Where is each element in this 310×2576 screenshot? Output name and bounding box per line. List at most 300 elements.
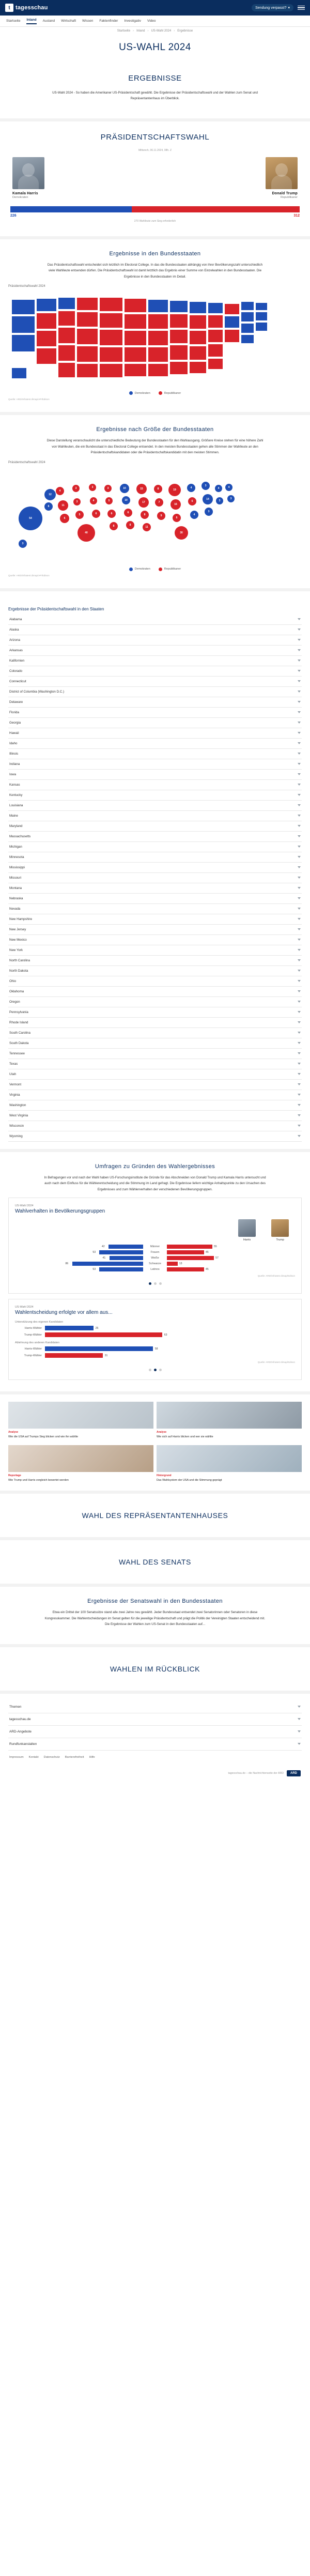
electoral-bar-dem <box>10 206 132 212</box>
senate-title: Ergebnisse der Senatswahl in den Bundesstaaten <box>87 1598 223 1605</box>
chart1-value-trump: 45 <box>205 1251 209 1254</box>
footer-row[interactable] <box>8 1738 302 1751</box>
state-name: Nebraska <box>9 896 23 900</box>
chart1-row <box>15 1245 295 1249</box>
footer-link[interactable]: Impressum <box>9 1755 24 1759</box>
chevron-down-icon[interactable] <box>298 773 301 775</box>
chevron-down-icon[interactable] <box>298 784 301 786</box>
state-name: Mississippi <box>9 865 25 869</box>
state-row[interactable] <box>8 666 302 677</box>
state-row[interactable] <box>8 894 302 904</box>
state-row[interactable] <box>8 1131 302 1142</box>
legend-label-dem: Demokraten <box>134 391 150 395</box>
carousel-dot-1[interactable] <box>149 1282 151 1285</box>
chevron-down-icon[interactable] <box>298 1125 301 1127</box>
state-row[interactable] <box>8 904 302 914</box>
footer-note: tagesschau.de – die Nachrichtenseite der ARD <box>228 1771 284 1775</box>
state-name: Louisiana <box>9 803 23 807</box>
state-row[interactable] <box>8 697 302 708</box>
state-row[interactable] <box>8 677 302 687</box>
state-row[interactable] <box>8 646 302 656</box>
chart2-carousel[interactable] <box>15 1369 295 1371</box>
state-row[interactable] <box>8 1018 302 1028</box>
footer-row[interactable] <box>8 1713 302 1726</box>
chart-demographics <box>8 1198 302 1294</box>
state-row[interactable] <box>8 728 302 739</box>
chart1-title: Wahlverhalten in Bevölkerungsgruppen <box>15 1208 105 1215</box>
state-name: District of Columbia (Washington D.C.) <box>9 689 65 694</box>
breadcrumb-separator: › <box>133 29 134 33</box>
state-name: Montana <box>9 886 22 890</box>
carousel-dot-2[interactable] <box>154 1369 157 1371</box>
footer-accordion <box>8 1701 302 1751</box>
chart1-bar-harris <box>99 1250 143 1254</box>
chevron-down-icon[interactable] <box>298 618 301 620</box>
chart1-row <box>15 1256 295 1260</box>
chart2-rows <box>15 1321 295 1358</box>
presidential-subheading: Mittwoch, 06.11.2024, 08h. Z <box>138 148 172 152</box>
state-name: Wisconsin <box>9 1124 24 1128</box>
house-section-banner[interactable]: WAHL DES REPRÄSENTANTENHAUSES <box>0 1494 310 1537</box>
chevron-down-icon[interactable] <box>298 660 301 662</box>
chevron-down-icon[interactable] <box>298 804 301 806</box>
state-row[interactable] <box>8 615 302 625</box>
chart2-row-label: Harris-Wähler <box>24 1347 42 1351</box>
footer-row[interactable] <box>8 1726 302 1738</box>
chevron-down-icon[interactable] <box>298 649 301 651</box>
map-bubbles-card <box>0 415 310 588</box>
electoral-votes-trump: 312 <box>293 213 300 218</box>
state-row[interactable] <box>8 925 302 935</box>
state-row[interactable] <box>8 1028 302 1038</box>
series-name-trump: Trump <box>276 1238 284 1242</box>
state-row[interactable] <box>8 718 302 728</box>
state-row[interactable] <box>8 687 302 697</box>
chevron-down-icon[interactable] <box>298 1021 301 1023</box>
chevron-down-icon[interactable] <box>298 1114 301 1116</box>
state-name: Idaho <box>9 741 18 745</box>
chevron-down-icon[interactable] <box>298 939 301 941</box>
state-name: Arizona <box>9 638 20 642</box>
state-name: North Carolina <box>9 958 30 962</box>
teaser-card[interactable] <box>157 1402 302 1439</box>
main-nav <box>0 16 310 27</box>
state-name: Vermont <box>9 1082 22 1086</box>
chevron-down-icon[interactable] <box>298 691 301 693</box>
state-row[interactable] <box>8 852 302 863</box>
state-name: Maine <box>9 814 18 818</box>
chart2-row-label: Trump-Wähler <box>24 1333 42 1337</box>
chart1-kicker: US-Wahl 2024 <box>15 1204 34 1208</box>
teaser-image-4 <box>157 1445 302 1472</box>
state-row[interactable] <box>8 1049 302 1059</box>
chart2-row <box>15 1332 295 1337</box>
state-name: Illinois <box>9 752 19 756</box>
state-name: Iowa <box>9 772 17 776</box>
state-row[interactable] <box>8 935 302 945</box>
footer-link[interactable]: Datenschutz <box>43 1755 60 1759</box>
carousel-dot-2[interactable] <box>154 1282 157 1285</box>
chevron-down-icon[interactable] <box>298 763 301 765</box>
chart1-bar-trump <box>167 1245 212 1249</box>
chevron-down-icon[interactable] <box>298 670 301 672</box>
polls-card <box>0 1152 310 1391</box>
state-row[interactable] <box>8 842 302 852</box>
nav-item-faktenfinder[interactable]: Faktenfinder <box>99 19 118 23</box>
teaser-card[interactable] <box>8 1402 153 1439</box>
series-name-harris: Harris <box>243 1238 251 1242</box>
chevron-down-icon[interactable] <box>298 866 301 868</box>
state-name: Kansas <box>9 783 20 787</box>
nav-item-startseite[interactable]: Startseite <box>6 19 21 23</box>
breadcrumb-item-2[interactable]: US-Wahl 2024 <box>151 29 172 33</box>
chevron-down-icon[interactable] <box>298 794 301 796</box>
nav-item-wissen[interactable]: Wissen <box>82 19 94 23</box>
state-name: Oklahoma <box>9 989 24 993</box>
hamburger-menu-icon[interactable] <box>298 6 305 10</box>
site-logo[interactable] <box>5 4 48 12</box>
chevron-down-icon[interactable] <box>298 877 301 879</box>
trump-portrait <box>266 157 298 189</box>
state-row[interactable] <box>8 1100 302 1111</box>
state-name: South Carolina <box>9 1031 30 1035</box>
legend-label-dem: Demokraten <box>134 568 150 571</box>
legend-label-gop: Republikaner <box>164 568 181 571</box>
candidate-harris <box>12 157 138 199</box>
chart1-row <box>15 1267 295 1271</box>
presidential-card <box>0 121 310 236</box>
chevron-down-icon: ▾ <box>288 6 290 10</box>
chart1-series-header <box>15 1219 295 1241</box>
state-row[interactable] <box>8 1007 302 1018</box>
chart1-value-harris: 53 <box>92 1251 96 1254</box>
chevron-down-icon[interactable] <box>298 722 301 724</box>
harris-thumb <box>238 1219 256 1237</box>
legend-swatch-dem <box>129 568 133 571</box>
breadcrumb-item-0[interactable]: Startseite <box>117 29 131 33</box>
state-row[interactable] <box>8 1121 302 1131</box>
chevron-down-icon[interactable] <box>298 856 301 858</box>
chart2-value: 63 <box>164 1333 167 1337</box>
footer-row-label: tagesschau.de <box>9 1717 31 1721</box>
state-name: Wyoming <box>9 1134 23 1138</box>
teaser-row-1 <box>0 1394 310 1491</box>
state-name: Ohio <box>9 979 17 983</box>
chart1-category-label: Männer <box>150 1245 160 1249</box>
chart2-group-label: Ablehnung des anderen Kandidaten <box>15 1341 60 1345</box>
chart1-value-harris: 41 <box>102 1256 106 1260</box>
state-row[interactable] <box>8 1038 302 1049</box>
chevron-down-icon[interactable] <box>298 628 301 631</box>
chart1-category-label: Latinos <box>150 1268 160 1271</box>
chart2-row <box>15 1353 295 1358</box>
breadcrumb-item-3[interactable]: Ergebnisse <box>177 29 193 33</box>
state-row[interactable] <box>8 811 302 821</box>
teaser-image-1 <box>8 1402 153 1429</box>
teaser-text: Das Wahlsystem der USA und die Stimmung geprägt <box>157 1479 222 1482</box>
chart1-bar-harris <box>99 1267 143 1271</box>
chevron-down-icon[interactable] <box>298 639 301 641</box>
senate-section-banner[interactable]: WAHL DES SENATS <box>0 1540 310 1584</box>
chevron-down-icon[interactable] <box>298 1011 301 1013</box>
chevron-down-icon[interactable] <box>298 1042 301 1044</box>
chart1-bar-harris <box>72 1262 144 1266</box>
chevron-down-icon[interactable] <box>298 928 301 930</box>
chart1-value-harris: 86 <box>65 1262 69 1266</box>
state-name: Michigan <box>9 845 22 849</box>
us-bubble-map[interactable]: 54 12 6 4 11 6 3 3 5 40 3 4 6 3 5 6 8 10 10 6 8 15 17 8 11 8 7 9 19 16 6 30 4 5 4 3 14 3 4 3 4 3 3 <box>8 466 302 564</box>
state-row[interactable] <box>8 739 302 749</box>
chevron-down-icon[interactable] <box>298 835 301 837</box>
senate-text: Etwa ein Drittel der 100 Senatssitze stand alle zwei Jahre neu gewählt. Jeder Bundesstaat entsendet zwei Senatorinnen oder Senatoren in diese Kongresskammer. Die Wahlentscheidungen im Senat gelten für die jeweilige Präsidentschaft und prägt die Politik der Vereinigten Staaten entscheidend mit. Die Ergebnisse der Wahlen zum US-Senat in den Bundesstaaten auf... <box>44 1611 266 1627</box>
state-name: Texas <box>9 1062 18 1066</box>
chart2-kicker: US-Wahl 2024 <box>15 1306 34 1309</box>
state-row[interactable] <box>8 770 302 780</box>
state-row[interactable] <box>8 1111 302 1121</box>
chart2-group-label: Unterstützung des eigenen Kandidaten <box>15 1321 64 1324</box>
teaser-text: Wie Trump und Harris vergleich bewertet werden <box>8 1479 69 1482</box>
chart2-value: 31 <box>104 1354 108 1357</box>
electoral-bar-caption: 270 Wahlleute zum Sieg erforderlich <box>134 219 176 223</box>
carousel-dot-1[interactable] <box>149 1369 151 1371</box>
state-name: Florida <box>9 710 19 714</box>
state-name: Alabama <box>9 617 22 621</box>
state-row[interactable] <box>8 801 302 811</box>
chevron-down-icon[interactable] <box>298 711 301 713</box>
state-row[interactable] <box>8 749 302 759</box>
map1-text: Das Präsidentschaftswahl entscheidet sich letztlich im Electoral College. In das die Bundesstaaten abhängig von ihrer Bevölkerungszahl unterschiedlich viele Wahlleute entsenden dürfen. Die Präsidentschaftswahl ist damit letztlich das Ergebnis einer Summe von Einzelwahlen in den Bundesstaaten. Die Ergebnisse in den Bundesstaaten im Detail. <box>47 263 263 279</box>
chevron-down-icon[interactable] <box>298 1094 301 1096</box>
state-row[interactable] <box>8 625 302 635</box>
teaser-kicker: Analyse <box>8 1431 19 1434</box>
state-name: Colorado <box>9 669 23 673</box>
chart1-carousel[interactable] <box>15 1282 295 1285</box>
state-row[interactable] <box>8 708 302 718</box>
state-name: Washington <box>9 1103 26 1107</box>
legend-swatch-dem <box>129 391 133 395</box>
chevron-down-icon[interactable] <box>298 1718 301 1720</box>
state-row[interactable] <box>8 759 302 770</box>
breadcrumb-item-1[interactable]: Inland <box>136 29 145 33</box>
state-name: Rhode Island <box>9 1020 28 1024</box>
nav-item-ausland[interactable]: Ausland <box>42 19 55 23</box>
state-row[interactable] <box>8 873 302 883</box>
state-row[interactable] <box>8 945 302 956</box>
nav-item-inland[interactable]: Inland <box>26 18 36 24</box>
chart1-category-label: Weiße <box>151 1256 159 1260</box>
chevron-down-icon[interactable] <box>298 753 301 755</box>
chevron-down-icon[interactable] <box>298 1052 301 1054</box>
footer-row[interactable] <box>8 1701 302 1713</box>
state-name: Virginia <box>9 1093 20 1097</box>
breadcrumb-separator: › <box>174 29 175 33</box>
us-choropleth-map[interactable] <box>8 290 302 388</box>
chevron-down-icon[interactable] <box>298 825 301 827</box>
state-name: Alaska <box>9 627 19 632</box>
footer-link[interactable]: Barrierefreiheit <box>65 1755 84 1759</box>
chevron-down-icon[interactable] <box>298 1073 301 1075</box>
chevron-down-icon[interactable] <box>298 959 301 961</box>
legend-label-gop: Republikaner <box>164 391 181 395</box>
teaser-text: Wie die USA auf Trumps Sieg blicken und wie ihn wählte <box>8 1435 79 1439</box>
state-name: North Dakota <box>9 969 28 973</box>
map2-title: Ergebnisse nach Größe der Bundesstaaten <box>96 426 214 433</box>
chart1-bar-trump <box>167 1256 214 1260</box>
polls-intro: In Befragungen vor und nach der Wahl haben US-Forschungsinstitute die Gründe für das Abschneiden von Donald Trump und Kamala Harris untersucht und auch nach dem Einfluss für die Wählerentscheidung und die Stimmung im Land gefragt. Die Ergebnisse liefern wichtige Anhaltspunkte zu den Ursachen des Ergebnisses und zum Wählerverhalten der verschiedenen Bevölkerungsgruppen. <box>44 1175 266 1191</box>
chart2-row-label: Trump-Wähler <box>24 1354 42 1357</box>
chevron-down-icon[interactable] <box>298 970 301 972</box>
chart1-bar-trump <box>167 1262 178 1266</box>
footer-link[interactable]: Hilfe <box>89 1755 95 1759</box>
state-row[interactable] <box>8 1080 302 1090</box>
chart1-value-trump: 13 <box>179 1262 182 1266</box>
chevron-down-icon[interactable] <box>298 887 301 889</box>
retrospect-banner[interactable]: WAHLEN IM RÜCKBLICK <box>0 1647 310 1691</box>
chevron-down-icon[interactable] <box>298 980 301 982</box>
state-name: Pennsylvania <box>9 1010 28 1014</box>
state-row[interactable] <box>8 976 302 987</box>
state-name: Maryland <box>9 824 23 828</box>
nav-item-video[interactable]: Video <box>147 19 156 23</box>
state-row[interactable] <box>8 987 302 997</box>
map2-legend <box>8 568 302 571</box>
carousel-dot-3[interactable] <box>159 1369 162 1371</box>
chart2-row <box>15 1326 295 1330</box>
state-row[interactable] <box>8 656 302 666</box>
state-name: Oregon <box>9 1000 20 1004</box>
state-row[interactable] <box>8 883 302 894</box>
chart-vote-motivation <box>8 1299 302 1380</box>
chevron-down-icon[interactable] <box>298 1104 301 1106</box>
state-row[interactable] <box>8 1090 302 1100</box>
chart1-value-trump: 55 <box>213 1245 217 1249</box>
chevron-down-icon[interactable] <box>298 949 301 951</box>
map2-label: Präsidentschaftswahl 2024 <box>8 461 45 464</box>
state-row[interactable] <box>8 966 302 976</box>
chart1-category-label: Frauen <box>150 1251 160 1254</box>
map1-legend <box>8 391 302 395</box>
candidate-party: Demokraten <box>12 195 28 199</box>
state-row[interactable] <box>8 1059 302 1069</box>
footer-row-label: ARD-Angebote <box>9 1729 32 1734</box>
top-bar <box>0 0 310 16</box>
chevron-down-icon[interactable] <box>298 1032 301 1034</box>
chevron-down-icon[interactable] <box>298 908 301 910</box>
chevron-down-icon[interactable] <box>298 1083 301 1085</box>
candidate-party: Republikaner <box>281 195 298 199</box>
brand-name: tagesschau <box>16 5 48 11</box>
chevron-down-icon[interactable] <box>298 815 301 817</box>
candidate-name: Kamala Harris <box>12 191 38 195</box>
state-row[interactable] <box>8 914 302 925</box>
chevron-down-icon[interactable] <box>298 1730 301 1732</box>
chart1-value-harris: 42 <box>101 1245 105 1249</box>
presidential-heading: PRÄSIDENTSCHAFTSWAHL <box>100 132 210 142</box>
state-row[interactable] <box>8 832 302 842</box>
chevron-down-icon[interactable] <box>298 1135 301 1137</box>
electoral-vote-bar <box>10 206 300 223</box>
chart1-bar-trump <box>167 1250 204 1254</box>
chart1-bar-harris <box>109 1245 143 1249</box>
state-name: New Jersey <box>9 927 26 931</box>
ard-logo: ARD <box>287 1770 301 1776</box>
chevron-down-icon[interactable] <box>298 1706 301 1708</box>
state-row[interactable] <box>8 790 302 801</box>
status-badge[interactable] <box>252 4 293 11</box>
teaser-kicker: Analyse <box>157 1431 167 1434</box>
chart2-bar <box>45 1332 162 1337</box>
teaser-card[interactable] <box>8 1445 153 1482</box>
chart1-row <box>15 1250 295 1254</box>
chevron-down-icon[interactable] <box>298 990 301 992</box>
carousel-dot-3[interactable] <box>159 1282 162 1285</box>
chart2-bar <box>45 1346 153 1351</box>
state-row[interactable] <box>8 997 302 1007</box>
electoral-bar-gop <box>132 206 300 212</box>
map2-source: Quelle: ARD/Infratest dimap/AP/Edison <box>8 574 50 577</box>
state-name: Georgia <box>9 720 21 725</box>
state-name: New Mexico <box>9 938 27 942</box>
senate-results-card <box>0 1587 310 1644</box>
tagesschau-logo-icon: t <box>5 4 13 12</box>
chevron-down-icon[interactable] <box>298 918 301 920</box>
states-list-title: Ergebnisse der Präsidentschaftswahl in den Staaten <box>8 606 104 611</box>
state-row[interactable] <box>8 780 302 790</box>
chevron-down-icon[interactable] <box>298 742 301 744</box>
chevron-down-icon[interactable] <box>298 1743 301 1745</box>
state-name: Connecticut <box>9 679 26 683</box>
teaser-card[interactable] <box>157 1445 302 1482</box>
legend-swatch-gop <box>159 391 162 395</box>
results-intro-card <box>0 63 310 118</box>
chevron-down-icon[interactable] <box>298 897 301 899</box>
nav-item-wirtschaft[interactable]: Wirtschaft <box>61 19 76 23</box>
chevron-down-icon[interactable] <box>298 732 301 734</box>
chevron-down-icon[interactable] <box>298 701 301 703</box>
state-row[interactable] <box>8 1069 302 1080</box>
breadcrumb <box>0 27 310 37</box>
legend-swatch-gop <box>159 568 162 571</box>
chart2-title: Wahlentscheidung erfolgte vor allem aus... <box>15 1310 113 1316</box>
state-row[interactable] <box>8 956 302 966</box>
state-name: Nevada <box>9 907 21 911</box>
footer-link[interactable]: Kontakt <box>28 1755 39 1759</box>
chart1-bar-trump <box>167 1267 204 1271</box>
map-states-card <box>0 239 310 412</box>
map1-label: Präsidentschaftswahl 2024 <box>8 285 45 288</box>
chevron-down-icon[interactable] <box>298 1063 301 1065</box>
state-name: Utah <box>9 1072 17 1076</box>
candidate-trump <box>172 157 298 199</box>
chart1-bar-harris <box>110 1256 144 1260</box>
state-row[interactable] <box>8 635 302 646</box>
state-row[interactable] <box>8 863 302 873</box>
teaser-kicker: Hintergrund <box>157 1474 172 1478</box>
state-name: Delaware <box>9 700 23 704</box>
chevron-down-icon[interactable] <box>298 1001 301 1003</box>
chevron-down-icon[interactable] <box>298 680 301 682</box>
state-name: Kalifornien <box>9 658 25 663</box>
state-name: Hawaii <box>9 731 19 735</box>
chart2-row <box>15 1346 295 1351</box>
chevron-down-icon[interactable] <box>298 846 301 848</box>
state-row[interactable] <box>8 821 302 832</box>
state-name: Massachusetts <box>9 834 31 838</box>
nav-item-investigativ[interactable]: Investigativ <box>124 19 141 23</box>
map1-title: Ergebnisse in den Bundesstaaten <box>109 250 201 257</box>
breadcrumb-separator: › <box>147 29 149 33</box>
chart2-bar <box>45 1353 103 1358</box>
